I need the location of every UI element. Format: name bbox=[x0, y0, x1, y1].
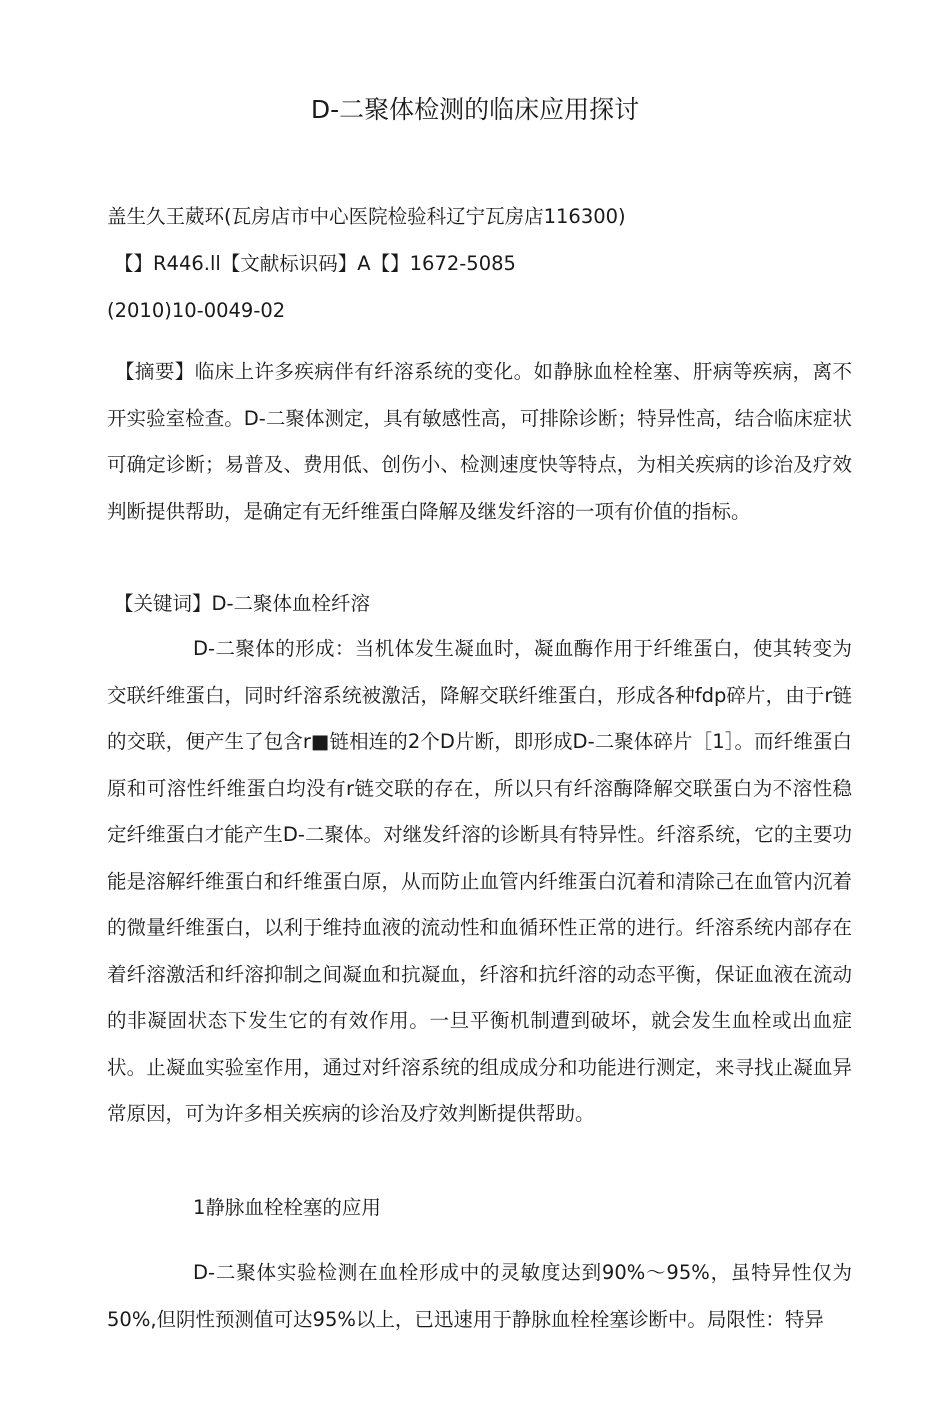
keywords-line: 【关键词】D-二聚体血栓纤溶 bbox=[114, 592, 371, 615]
section-heading-vte: 1静脉血栓栓塞的应用 bbox=[193, 1196, 381, 1219]
author-affiliation: 盖生久王葳环(瓦房店市中心医院检验科辽宁瓦房店116300) bbox=[107, 205, 626, 228]
body-paragraph-vte: D-二聚体实验检测在血栓形成中的灵敏度达到90%〜95%，虽特异性仅为50%,但阴性预测值可达95%以上，已迅速用于静脉血栓栓塞诊断中。局限性：特异 bbox=[107, 1261, 852, 1331]
body-paragraph-formation: D-二聚体的形成：当机体发生凝血时，凝血酶作用于纤维蛋白，使其转变为交联纤维蛋白，同时纤溶系统被激活，降解交联纤维蛋白，形成各种fdp碎片，由于r链的交联，便产生了包含r■链相连的2个D片断，即形成D-二聚体碎片［1］。而纤维蛋白原和可溶性纤维蛋白均没有r链交联的存在，所以只有纤溶酶降解交联蛋白为不溶性稳定纤维蛋白才能产生D-二聚体。对继发纤溶的诊断具有特异性。纤溶系统，它的主要功能是溶解纤维蛋白和纤维蛋白原，从而防止血管内纤维蛋白沉着和清除己在血管内沉着的微量纤维蛋白，以利于维持血液的流动性和血循环性正常的进行。纤溶系统内部存在着纤溶激活和纤溶抑制之间凝血和抗凝血，纤溶和抗纤溶的动态平衡，保证血液在流动的非凝固状态下发生它的有效作用。一旦平衡机制遭到破坏，就会发生血栓或出血症状。止凝血实验室作用，通过对纤溶系统的组成成分和功能进行测定，来寻找止凝血异常原因，可为许多相关疾病的诊治及疗效判断提供帮助。 bbox=[107, 637, 852, 1125]
issue-number: (2010)10-0049-02 bbox=[107, 299, 286, 322]
classification-info: 【】R446.ll【文献标识码】A【】1672-5085 bbox=[114, 252, 516, 275]
document-title: D-二聚体检测的临床应用探讨 bbox=[310, 95, 640, 124]
abstract-paragraph: 【摘要】临床上许多疾病伴有纤溶系统的变化。如静脉血栓栓塞、肝病等疾病，离不开实验室检查。D-二聚体测定，具有敏感性高，可排除诊断；特异性高，结合临床症状可确定诊断；易普及、费用低、创伤小、检测速度快等特点，为相关疾病的诊治及疗效判断提供帮助，是确定有无纤维蛋白降解及继发纤溶的一项有价值的指标。 bbox=[107, 360, 852, 523]
